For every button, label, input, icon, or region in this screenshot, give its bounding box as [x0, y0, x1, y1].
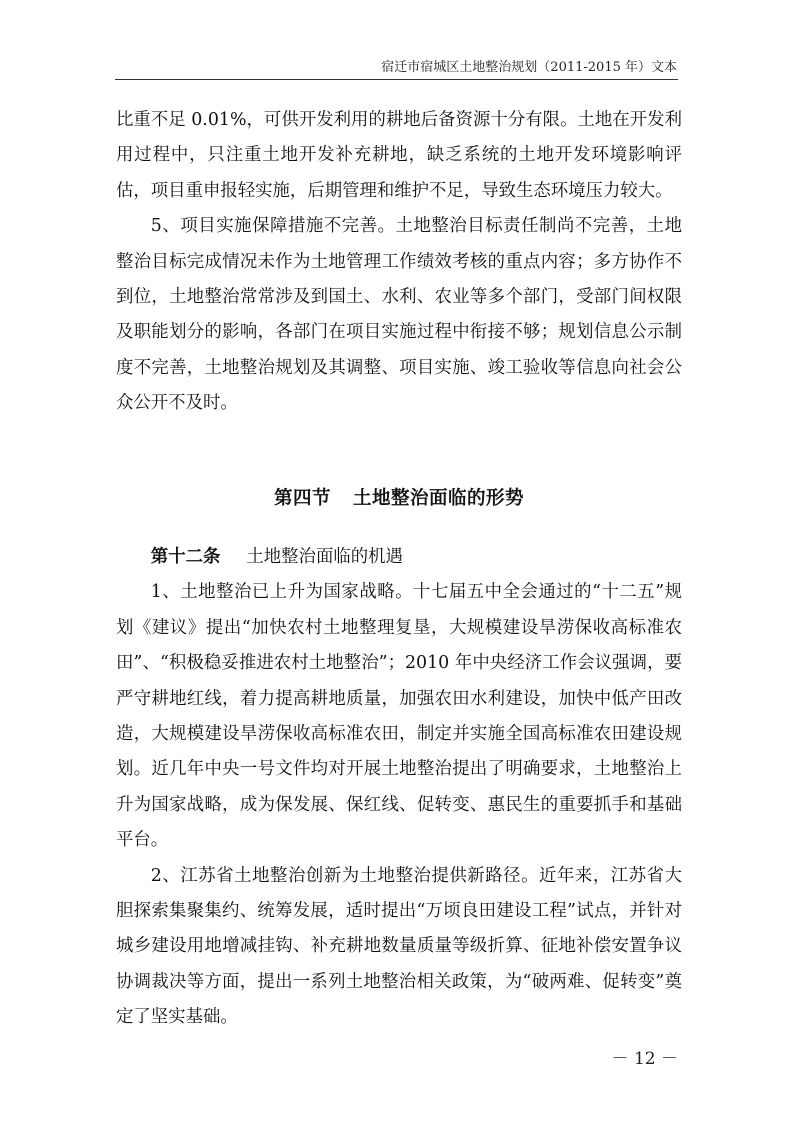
- section-heading: [116, 484, 682, 510]
- page-number: － 12 －: [611, 1049, 678, 1069]
- article-heading: [116, 540, 682, 575]
- running-header: 宿迁市宿城区土地整治规划（2011-2015 年）文本: [381, 60, 677, 75]
- paragraph: 2、江苏省土地整治创新为土地整治提供新路径。近年来，江苏省大胆探索集聚集约、统筹发展，适时提出“万顷良田建设工程”试点，并针对城乡建设用地增减挂钩、补充耕地数量质量等级折算、征地补偿安置争议协调裁决等方面，提出一系列土地整治相关政策，为“破两难、促转变”奠定了坚实基础。: [116, 865, 682, 1028]
- article-title: 土地整治面临的机遇: [246, 547, 403, 567]
- section-title: 土地整治面临的形势: [353, 488, 525, 509]
- article-number: 第十二条: [150, 547, 221, 567]
- paragraph: 5、项目实施保障措施不完善。土地整治目标责任制尚不完善，土地整治目标完成情况未作为土地管理工作绩效考核的重点内容；多方协作不到位，土地整治常常涉及到国土、水利、农业等多个部门，受部门间权限及职能划分的影响，各部门在项目实施过程中衔接不够；规划信息公示制度不完善，土地整治规划及其调整、项目实施、竣工验收等信息向社会公众公开不及时。: [116, 216, 682, 414]
- section-number: 第四节: [273, 488, 331, 509]
- article-block: [116, 540, 682, 1036]
- paragraph: 比重不足 0.01%，可供开发利用的耕地后备资源十分有限。土地在开发利用过程中，只注重土地开发补充耕地，缺乏系统的土地开发环境影响评估，项目重申报轻实施，后期管理和维护不足，导致生态环境压力较大。: [116, 110, 682, 201]
- paragraph: 1、土地整治已上升为国家战略。十七届五中全会通过的“十二五”规划《建议》提出“加快农村土地整理复垦，大规模建设旱涝保收高标准农田”、“积极稳妥推进农村土地整治”；2010 年中央经济工作会议强调，要严守耕地红线，着力提高耕地质量，加强农田水利建设，加快中低产田改造，大规模建设旱涝保收高标准农田，制定并实施全国高标准农田建设规划。近几年中央一号文件均对开展土地整治提出了明确要求，土地整治上升为国家战略，成为保发展、保红线、促转变、惠民生的重要抓手和基础平台。: [116, 582, 682, 851]
- body-text-top: [116, 103, 682, 422]
- header-divider: [115, 79, 678, 80]
